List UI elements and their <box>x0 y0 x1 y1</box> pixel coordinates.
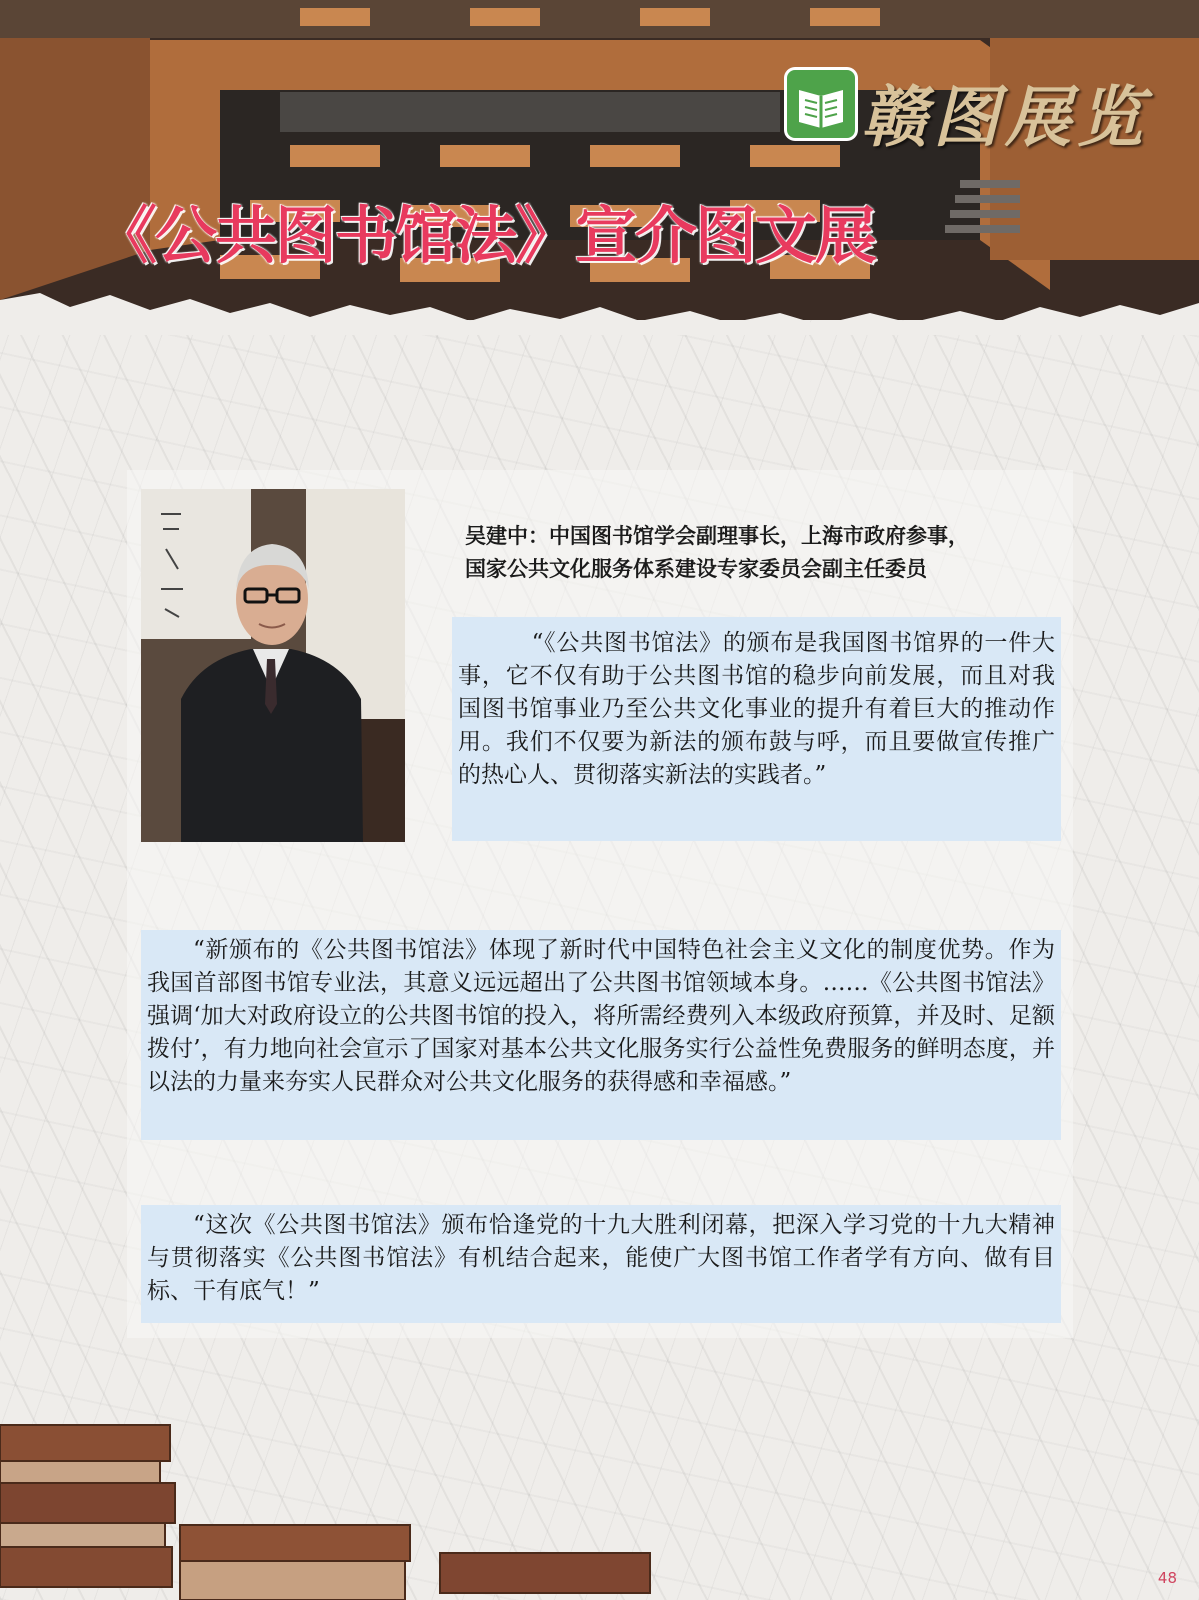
portrait-photo <box>141 489 405 842</box>
page-title: 《公共图书馆法》宣介图文展 <box>95 199 876 272</box>
caption-line-2: 国家公共文化服务体系建设专家委员会副主任委员 <box>465 557 927 581</box>
brand <box>787 70 1187 156</box>
brand-name: 赣图展览 <box>861 78 1149 156</box>
caption-line-1: 吴建中：中国图书馆学会副理事长，上海市政府参事， <box>465 524 969 548</box>
quote-block-2: “新颁布的《公共图书馆法》体现了新时代中国特色社会主义文化的制度优势。作为我国首部图书馆专业法，其意义远远超出了公共图书馆领域本身。……《公共图书馆法》强调‘加大对政府设立的公共图书馆的投入，将所需经费列入本级政府预算，并及时、足额拨付’，有力地向社会宣示了国家对基本公共文化服务实行公益性免费服务的鲜明态度，并以法的力量来夯实人民群众对公共文化服务的获得感和幸福感。” <box>141 930 1061 1140</box>
torn-paper-edge <box>0 255 1199 335</box>
book-logo-icon <box>787 70 855 138</box>
stacked-books-image <box>0 1405 700 1600</box>
quote-block-3: “这次《公共图书馆法》颁布恰逢党的十九大胜利闭幕，把深入学习党的十九大精神与贯彻落实《公共图书馆法》有机结合起来，能使广大图书馆工作者学有方向、做有目标、干有底气！” <box>141 1205 1061 1323</box>
quote-block-1: “《公共图书馆法》的颁布是我国图书馆界的一件大事，它不仅有助于公共图书馆的稳步向前发展，而且对我国图书馆事业乃至公共文化事业的提升有着巨大的推动作用。我们不仅要为新法的颁布鼓与呼，而且要做宣传推广的热心人、贯彻落实新法的实践者。” <box>452 617 1061 841</box>
page-number: 48 <box>1157 1569 1177 1587</box>
profile-caption <box>465 520 1065 586</box>
